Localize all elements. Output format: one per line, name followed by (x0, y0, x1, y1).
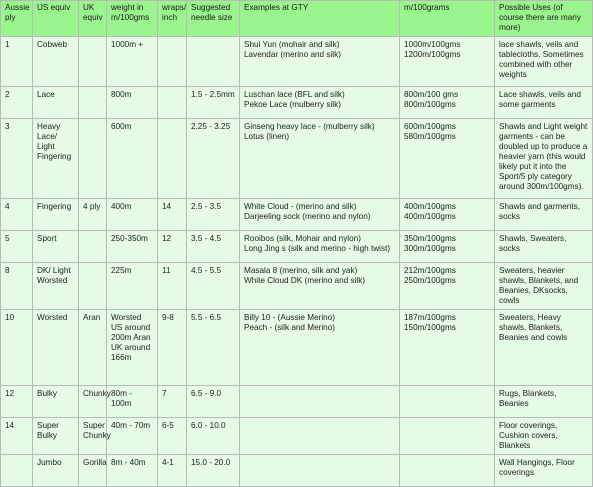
examples-cell (240, 87, 400, 119)
needle-size-cell: 3.5 - 4.5 (187, 231, 240, 263)
meters-per-100g-cell (400, 310, 495, 386)
examples-cell (240, 199, 400, 231)
table-row (1, 37, 593, 87)
needle-size-cell: 6.5 - 9.0 (187, 386, 240, 418)
possible-uses-cell: Shawls and garments, socks (495, 199, 593, 231)
example-yarn: Peach - (silk and Merino) (244, 323, 336, 332)
weight-cell: 800m (107, 87, 158, 119)
wraps-per-inch-cell: 6-5 (158, 418, 187, 455)
wraps-per-inch-cell (158, 37, 187, 87)
us-equiv-cell: Sport (33, 231, 79, 263)
weight-cell: Worsted US around 200m Aran UK around 166m (107, 310, 158, 386)
table-header-row (1, 1, 593, 37)
examples-cell (240, 455, 400, 487)
possible-uses-cell: Lace shawls, veils and some garments (495, 87, 593, 119)
example-yarn: Shui Yun (mohair and silk) (244, 40, 340, 49)
us-equiv-cell: Lace (33, 87, 79, 119)
uk-equiv-cell: 4 ply (79, 199, 107, 231)
example-yarn: White Cloud DK (merino and silk) (244, 276, 366, 285)
uk-equiv-cell (79, 263, 107, 310)
uk-equiv-cell (79, 231, 107, 263)
uk-equiv-cell (79, 119, 107, 199)
table-row (1, 263, 593, 310)
example-yarn: Long Jing s (silk and merino - high twist) (244, 244, 391, 253)
examples-cell (240, 119, 400, 199)
meters-per-100g-value: 212m/100gms (404, 266, 456, 275)
weight-cell: 8m - 40m (107, 455, 158, 487)
us-equiv-cell: Heavy Lace/ Light Fingering (33, 119, 79, 199)
possible-uses-cell: Wall Hangings, Floor coverings (495, 455, 593, 487)
us-equiv-cell: Jumbo (33, 455, 79, 487)
us-equiv-cell: Bulky (33, 386, 79, 418)
meters-per-100g-cell (400, 418, 495, 455)
wraps-per-inch-cell: 11 (158, 263, 187, 310)
meters-per-100g-value: 250m/100gms (404, 276, 456, 285)
table-row (1, 386, 593, 418)
uk-equiv-cell: Aran (79, 310, 107, 386)
us-equiv-cell: Cobweb (33, 37, 79, 87)
example-yarn: Lotus (linen) (244, 132, 290, 141)
meters-per-100g-cell (400, 455, 495, 487)
weight-cell: 250-350m (107, 231, 158, 263)
meters-per-100g-value: 600m/100gms (404, 122, 456, 131)
aussie-ply-cell: 14 (1, 418, 33, 455)
meters-per-100g-value: 1200m/100gms (404, 50, 461, 59)
header-cell: UK equiv (79, 1, 107, 37)
meters-per-100g-value: 300m/100gms (404, 244, 456, 253)
meters-per-100g-cell (400, 199, 495, 231)
wraps-per-inch-cell: 4-1 (158, 455, 187, 487)
meters-per-100g-value: 580m/100gms (404, 132, 456, 141)
meters-per-100g-cell (400, 231, 495, 263)
weight-cell: 80m - 100m (107, 386, 158, 418)
aussie-ply-cell (1, 455, 33, 487)
examples-cell (240, 37, 400, 87)
wraps-per-inch-cell: 7 (158, 386, 187, 418)
header-cell: US equiv (33, 1, 79, 37)
uk-equiv-cell: Chunky (79, 386, 107, 418)
table-row (1, 119, 593, 199)
needle-size-cell: 2.5 - 3.5 (187, 199, 240, 231)
examples-cell (240, 231, 400, 263)
wraps-per-inch-cell: 14 (158, 199, 187, 231)
header-cell: Suggested needle size (187, 1, 240, 37)
us-equiv-cell: DK/ Light Worsted (33, 263, 79, 310)
table-row (1, 310, 593, 386)
header-cell: weight in m/100gms (107, 1, 158, 37)
possible-uses-cell: Shawls and Light weight garments - can be doubled up to produce a heavier yarn (this would likely put it into the Sport/5 ply category around 300m/100gms). (495, 119, 593, 199)
example-yarn: Rooibos (silk, Mohair and nylon) (244, 234, 361, 243)
needle-size-cell: 4.5 - 5.5 (187, 263, 240, 310)
table-row (1, 455, 593, 487)
possible-uses-cell: lace shawls, veils and tablecloths. Sometimes combined with other weights (495, 37, 593, 87)
meters-per-100g-value: 400m/100gms (404, 202, 456, 211)
wraps-per-inch-cell (158, 119, 187, 199)
example-yarn: Darjeeling sock (merino and nylon) (244, 212, 371, 221)
table-row (1, 418, 593, 455)
meters-per-100g-cell (400, 87, 495, 119)
table-row (1, 87, 593, 119)
wraps-per-inch-cell: 9-8 (158, 310, 187, 386)
needle-size-cell: 6.0 - 10.0 (187, 418, 240, 455)
meters-per-100g-value: 350m/100gms (404, 234, 456, 243)
meters-per-100g-value: 187m/100gms (404, 313, 456, 322)
needle-size-cell (187, 37, 240, 87)
possible-uses-cell: Sweaters, heavier shawls, Blankets, and Beanies, DKsocks, cowls (495, 263, 593, 310)
weight-cell: 40m - 70m (107, 418, 158, 455)
header-cell: Examples at GTY (240, 1, 400, 37)
possible-uses-cell: Rugs, Blankets, Beanies (495, 386, 593, 418)
meters-per-100g-cell (400, 37, 495, 87)
meters-per-100g-cell (400, 263, 495, 310)
needle-size-cell: 15.0 - 20.0 (187, 455, 240, 487)
meters-per-100g-cell (400, 119, 495, 199)
uk-equiv-cell: Super Chunky (79, 418, 107, 455)
wraps-per-inch-cell (158, 87, 187, 119)
us-equiv-cell: Fingering (33, 199, 79, 231)
example-yarn: Ginseng heavy lace - (mulberry silk) (244, 122, 375, 131)
meters-per-100g-value: 400m/100gms (404, 212, 456, 221)
header-cell: m/100grams (400, 1, 495, 37)
aussie-ply-cell: 8 (1, 263, 33, 310)
example-yarn: Luschan lace (BFL and silk) (244, 90, 345, 99)
possible-uses-cell: Shawls, Sweaters, socks (495, 231, 593, 263)
examples-cell (240, 386, 400, 418)
weight-cell: 600m (107, 119, 158, 199)
example-yarn: White Cloud - (merino and silk) (244, 202, 357, 211)
aussie-ply-cell: 1 (1, 37, 33, 87)
needle-size-cell: 5.5 - 6.5 (187, 310, 240, 386)
aussie-ply-cell: 10 (1, 310, 33, 386)
table-row (1, 199, 593, 231)
example-yarn: Billy 10 - (Aussie Merino) (244, 313, 335, 322)
meters-per-100g-value: 800m/100 gms (404, 90, 459, 99)
table-row (1, 231, 593, 263)
us-equiv-cell: Worsted (33, 310, 79, 386)
needle-size-cell: 1.5 - 2.5mm (187, 87, 240, 119)
examples-cell (240, 263, 400, 310)
weight-cell: 1000m + (107, 37, 158, 87)
uk-equiv-cell (79, 37, 107, 87)
possible-uses-cell: Floor coverings, Cushion covers, Blankets (495, 418, 593, 455)
meters-per-100g-value: 800m/100gms (404, 100, 456, 109)
header-cell: Possible Uses (of course there are many more) (495, 1, 593, 37)
aussie-ply-cell: 4 (1, 199, 33, 231)
uk-equiv-cell: Gorilla (79, 455, 107, 487)
example-yarn: Masala 8 (merino, silk and yak) (244, 266, 358, 275)
meters-per-100g-value: 1000m/100gms (404, 40, 461, 49)
possible-uses-cell: Sweaters, Heavy shawls, Blankets, Beanies and cowls (495, 310, 593, 386)
weight-cell: 400m (107, 199, 158, 231)
example-yarn: Pekoe Lace (mulberry silk) (244, 100, 341, 109)
aussie-ply-cell: 12 (1, 386, 33, 418)
example-yarn: Lavendar (merino and silk) (244, 50, 341, 59)
meters-per-100g-cell (400, 386, 495, 418)
weight-cell: 225m (107, 263, 158, 310)
needle-size-cell: 2.25 - 3.25 (187, 119, 240, 199)
us-equiv-cell: Super Bulky (33, 418, 79, 455)
aussie-ply-cell: 3 (1, 119, 33, 199)
header-cell: wraps/ inch (158, 1, 187, 37)
aussie-ply-cell: 2 (1, 87, 33, 119)
examples-cell (240, 418, 400, 455)
aussie-ply-cell: 5 (1, 231, 33, 263)
uk-equiv-cell (79, 87, 107, 119)
examples-cell (240, 310, 400, 386)
meters-per-100g-value: 150m/100gms (404, 323, 456, 332)
wraps-per-inch-cell: 12 (158, 231, 187, 263)
header-cell: Aussie ply (1, 1, 33, 37)
